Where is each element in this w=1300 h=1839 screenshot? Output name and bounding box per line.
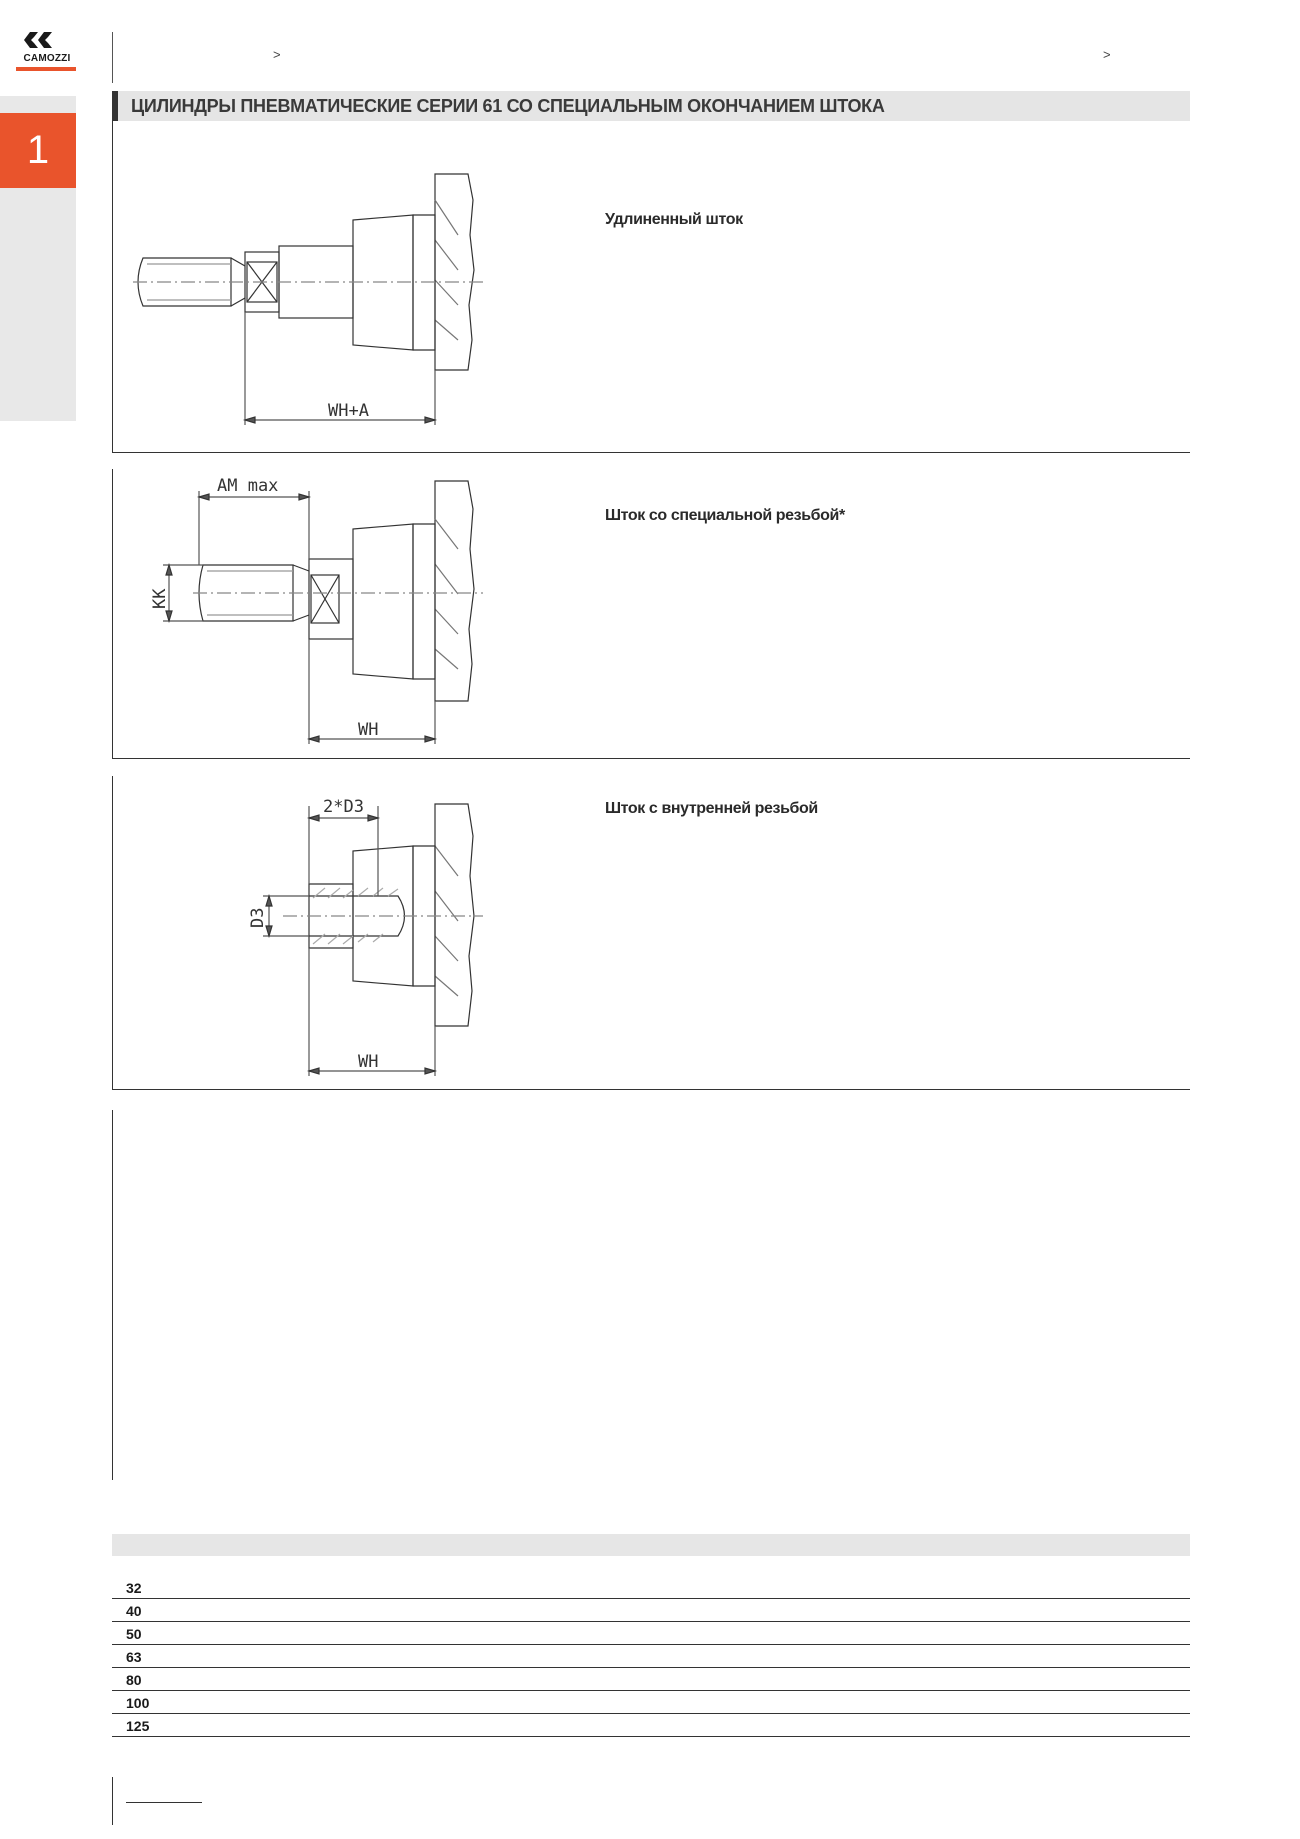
section-title: Шток со специальной резьбой* <box>605 507 845 524</box>
internal-thread-rod-drawing <box>113 776 553 1090</box>
breadcrumb-separator: > <box>1103 47 1111 62</box>
extended-rod-drawing <box>113 160 553 430</box>
brand-underline <box>16 67 76 71</box>
dimension-label: KK <box>150 588 170 609</box>
table-cell: 32 <box>126 1580 142 1596</box>
table-cell: 63 <box>126 1649 142 1665</box>
table-row <box>112 1645 1190 1668</box>
footer-line <box>126 1802 202 1803</box>
dimension-label: 2*D3 <box>323 797 364 817</box>
dimension-label: WH+A <box>328 401 369 421</box>
table-row <box>112 1576 1190 1599</box>
table-cell: 50 <box>126 1626 142 1642</box>
table-row <box>112 1599 1190 1622</box>
table-cell: 40 <box>126 1603 142 1619</box>
dimension-label: AM max <box>217 476 279 496</box>
table-row <box>112 1622 1190 1645</box>
page-title: ЦИЛИНДРЫ ПНЕВМАТИЧЕСКИЕ СЕРИИ 61 СО СПЕЦИАЛЬНЫМ ОКОНЧАНИЕМ ШТОКА <box>131 96 885 116</box>
dimension-label: D3 <box>248 907 268 928</box>
table-header <box>112 1534 1190 1556</box>
table-row <box>112 1714 1190 1737</box>
table-cell: 100 <box>126 1695 150 1711</box>
dimension-label: WH <box>358 1052 379 1072</box>
section-title: Шток с внутренней резьбой <box>605 800 818 817</box>
table-row <box>112 1668 1190 1691</box>
title-marker <box>112 91 118 121</box>
table-row <box>112 1691 1190 1714</box>
content-rule <box>112 1110 113 1480</box>
special-thread-rod-drawing <box>113 469 553 759</box>
chapter-tab[interactable]: 1 <box>0 113 76 188</box>
table-cell: 80 <box>126 1672 142 1688</box>
dimension-label: WH <box>358 720 379 740</box>
breadcrumb-separator: > <box>273 47 281 62</box>
header-rule <box>112 32 113 83</box>
footer-rule <box>112 1777 113 1825</box>
section-title: Удлиненный шток <box>605 211 743 228</box>
brand-name: CAMOZZI <box>23 53 71 64</box>
table-cell: 125 <box>126 1718 150 1734</box>
